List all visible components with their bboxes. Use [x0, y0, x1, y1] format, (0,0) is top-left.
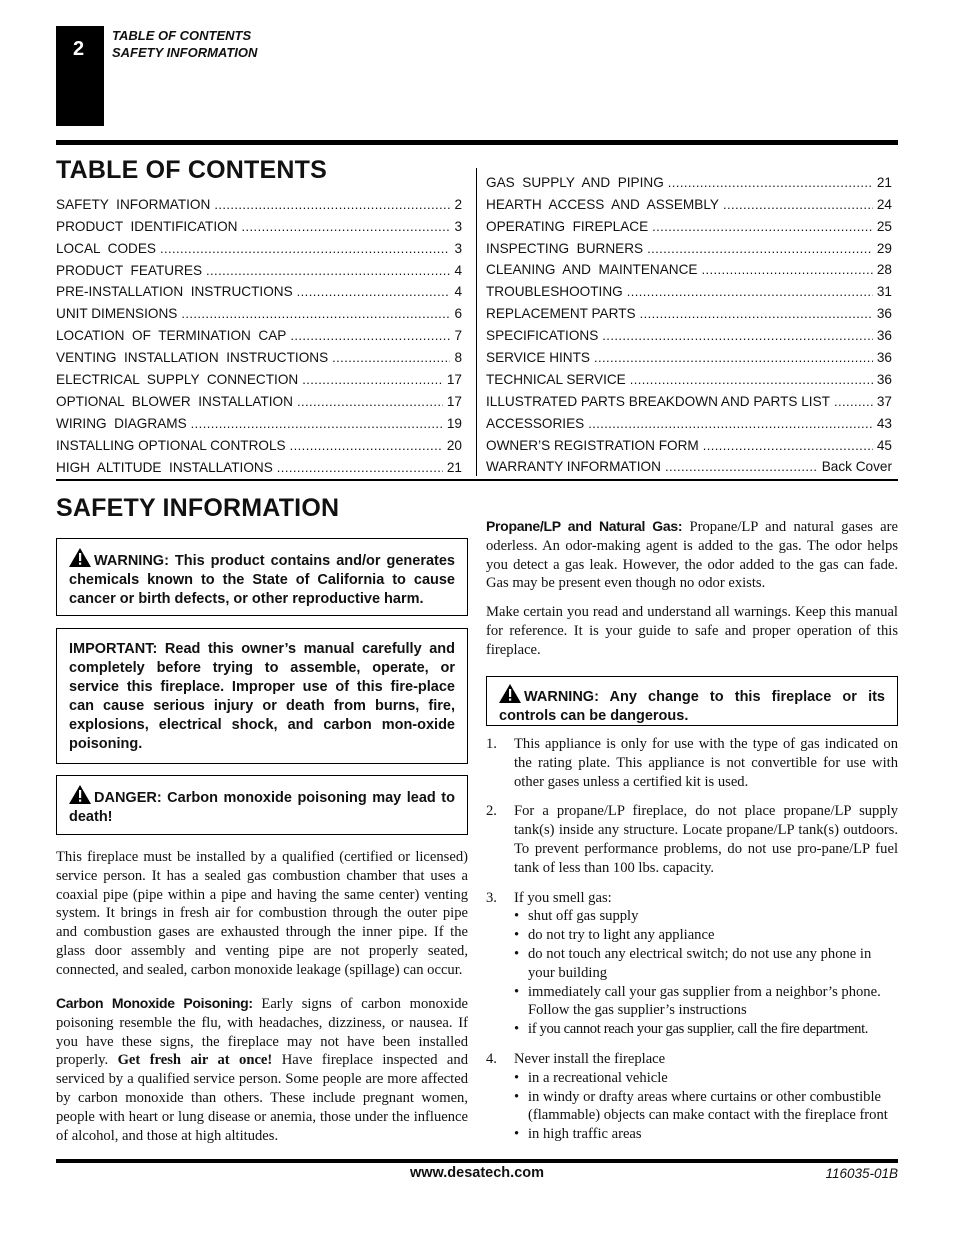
toc-entry-title: OPTIONAL BLOWER INSTALLATION	[56, 393, 293, 409]
toc-leader-dots	[723, 195, 873, 212]
danger-box	[56, 775, 468, 835]
toc-leader-dots	[702, 260, 873, 277]
bullet-item: • immediately call your gas supplier from a neighbor’s phone. Follow the gas supplier’s instructions	[514, 983, 898, 1021]
toc-entry	[56, 453, 462, 475]
co-text-1: Early signs of carbon monoxide poisoning resemble the flu, with headaches, dizziness, or nausea. If you have these signs, the fireplace may not have been installed properly.	[56, 996, 468, 1069]
toc-entry	[486, 321, 892, 343]
toc-entry-page: 2	[454, 196, 462, 212]
toc-entry-title: HIGH ALTITUDE INSTALLATIONS	[56, 459, 273, 475]
toc-entry	[486, 299, 892, 321]
toc-entry	[486, 212, 892, 234]
toc-leader-dots	[206, 261, 450, 278]
toc-leader-dots	[602, 326, 873, 343]
toc-entry	[56, 431, 462, 453]
toc-entry-page: 36	[876, 306, 892, 322]
list-number: 3.	[486, 889, 497, 906]
toc-leader-dots	[297, 282, 451, 299]
toc-bottom-rule	[56, 479, 898, 481]
toc-entry-page: 36	[876, 350, 892, 366]
safety-title: SAFETY INFORMATION	[56, 494, 340, 522]
toc-entry	[56, 234, 462, 256]
toc-leader-dots	[302, 370, 443, 387]
toc-entry-page: 36	[876, 328, 892, 344]
toc-leader-dots	[640, 304, 873, 321]
toc-leader-dots	[242, 217, 451, 234]
toc-entry-title: TROUBLESHOOTING	[486, 284, 623, 300]
toc-right-column	[486, 168, 892, 474]
toc-entry	[486, 453, 892, 475]
toc-entry-title: PRODUCT IDENTIFICATION	[56, 218, 238, 234]
propane-heading: Propane/LP and Natural Gas:	[486, 518, 683, 534]
list-item	[486, 802, 898, 877]
toc-leader-dots	[594, 348, 873, 365]
toc-leader-dots	[665, 457, 818, 474]
list-number: 1.	[486, 736, 497, 752]
toc-entry-page: 21	[446, 459, 462, 475]
toc-entry-page: 31	[876, 284, 892, 300]
bullet-item: • in a recreational vehicle	[514, 1069, 898, 1088]
toc-entry-page: 3	[454, 240, 462, 256]
intro-paragraph: This fireplace must be installed by a qualified (certified or licensed) service person. It has a sealed gas combustion chamber that uses a coaxial pipe (pipe within a pipe and having the same center) venting system. It brings in fresh air for combustion through the outer pipe and combustion gases are exhausted through the inner pipe. If the glass door assembly and venting pipe are not properly seated, connected, and sealed, carbon monoxide leakage (spillage) can occur.	[56, 849, 468, 978]
toc-leader-dots	[277, 458, 443, 475]
change-warning-box	[486, 676, 898, 726]
list-number: 4.	[486, 1050, 497, 1067]
california-warning-text: WARNING: This product contains and/or generates chemicals known to the State of California to cause cancer or birth defects, or other reproductive harm.	[69, 553, 455, 607]
toc-entry-page: 7	[454, 328, 462, 344]
toc-leader-dots	[290, 326, 450, 343]
toc-entry	[56, 387, 462, 409]
running-header-line2: SAFETY INFORMATION	[112, 45, 258, 60]
toc-entry-title: OWNER’S REGISTRATION FORM	[486, 437, 699, 453]
toc-entry	[56, 278, 462, 300]
bullet-item: • do not touch any electrical switch; do not use any phone in your building	[514, 945, 898, 983]
toc-entry-page: 20	[446, 437, 462, 453]
list-item	[486, 889, 898, 1039]
footer-document-code: 116035-01B	[825, 1166, 898, 1181]
header-rule	[56, 140, 898, 145]
toc-entry	[486, 234, 892, 256]
toc-entry-title: OPERATING FIREPLACE	[486, 218, 649, 234]
toc-entry-page: 17	[446, 393, 462, 409]
running-header-line1: TABLE OF CONTENTS	[112, 28, 252, 43]
toc-entry-page: 24	[876, 196, 892, 212]
toc-leader-dots	[703, 436, 873, 453]
safety-list	[486, 735, 898, 1155]
toc-leader-dots	[181, 304, 450, 321]
toc-leader-dots	[834, 392, 873, 409]
toc-entry-page: 43	[876, 415, 892, 431]
page-number: 2	[73, 38, 85, 60]
toc-entry	[486, 277, 892, 299]
toc-entry-title: CLEANING AND MAINTENANCE	[486, 262, 698, 278]
list-text: If you smell gas:	[514, 889, 612, 906]
toc-left-column	[56, 190, 462, 475]
warning-triangle-icon	[69, 548, 91, 567]
toc-entry-title: REPLACEMENT PARTS	[486, 306, 636, 322]
running-header	[112, 27, 257, 61]
bullet-item: • in windy or drafty areas where curtains or other combustible (flammable) objects can make contact with the fireplace front	[514, 1088, 898, 1126]
toc-entry-title: ILLUSTRATED PARTS BREAKDOWN AND PARTS LIST	[486, 393, 830, 409]
list-item	[486, 1050, 898, 1144]
toc-entry	[56, 212, 462, 234]
toc-entry-page: 3	[454, 218, 462, 234]
toc-entry	[56, 365, 462, 387]
toc-entry-page: 37	[876, 393, 892, 409]
toc-entry	[486, 365, 892, 387]
page-tab	[56, 26, 104, 126]
toc-entry-title: LOCATION OF TERMINATION CAP	[56, 328, 287, 344]
toc-entry-page: 36	[876, 371, 892, 387]
toc-entry	[486, 409, 892, 431]
toc-entry-title: SPECIFICATIONS	[486, 328, 599, 344]
toc-entry-page: 8	[454, 350, 462, 366]
toc-entry-title: ELECTRICAL SUPPLY CONNECTION	[56, 372, 299, 388]
toc-leader-dots	[627, 282, 873, 299]
toc-leader-dots	[297, 392, 443, 409]
toc-entry-page: 29	[876, 240, 892, 256]
toc-leader-dots	[588, 414, 873, 431]
toc-entry	[56, 299, 462, 321]
toc-leader-dots	[191, 414, 443, 431]
bullet-item: • shut off gas supply	[514, 907, 898, 926]
toc-title: TABLE OF CONTENTS	[56, 156, 327, 184]
footer-rule	[56, 1159, 898, 1163]
toc-leader-dots	[332, 348, 450, 365]
bullet-item: • do not try to light any appliance	[514, 926, 898, 945]
list-text: Never install the fireplace	[514, 1050, 666, 1067]
list-text: This appliance is only for use with the type of gas indicated on the rating plate. This appliance is not convertible for use with other gases unless a certified kit is used.	[514, 736, 898, 790]
toc-entry	[486, 190, 892, 212]
list-item	[486, 735, 898, 791]
toc-entry-page: 25	[876, 218, 892, 234]
co-paragraph	[56, 994, 468, 1145]
toc-entry-page: 6	[454, 306, 462, 322]
toc-entry-title: VENTING INSTALLATION INSTRUCTIONS	[56, 350, 329, 366]
toc-entry-title: LOCAL CODES	[56, 240, 156, 256]
toc-entry-title: INSTALLING OPTIONAL CONTROLS	[56, 437, 286, 453]
california-warning-box	[56, 538, 468, 616]
list-number: 2.	[486, 803, 497, 820]
toc-entry	[56, 256, 462, 278]
toc-entry	[486, 431, 892, 453]
toc-entry-title: TECHNICAL SERVICE	[486, 371, 626, 387]
toc-entry	[486, 387, 892, 409]
danger-text: DANGER: Carbon monoxide poisoning may lead to death!	[69, 790, 455, 825]
toc-entry	[486, 168, 892, 190]
toc-entry	[486, 256, 892, 278]
toc-leader-dots	[630, 370, 873, 387]
change-warning-text: WARNING: Any change to this fireplace or its controls can be dangerous.	[499, 689, 885, 724]
toc-entry-title: GAS SUPPLY AND PIPING	[486, 174, 664, 190]
toc-entry-page: 19	[446, 415, 462, 431]
toc-entry	[486, 343, 892, 365]
important-text: IMPORTANT: Read this owner’s manual carefully and completely before trying to assemble, operate, or service this fireplace. Improper use of this fire-place can cause serious injury or death from burns, fire, explosions, electrical shock, and carbon mon-oxide poisoning.	[69, 641, 455, 752]
toc-entry-title: INSPECTING BURNERS	[486, 240, 644, 256]
toc-entry-page: 4	[454, 262, 462, 278]
toc-leader-dots	[647, 239, 873, 256]
toc-entry-title: ACCESSORIES	[486, 415, 585, 431]
co-heading: Carbon Monoxide Poisoning:	[56, 995, 253, 1011]
co-text-2: Have fireplace inspected and serviced by a qualified service person. Some people are more affected by carbon monoxide than others. These include pregnant women, people with heart or lung disease or anemia, those under the influence of alcohol, and those at high altitudes.	[56, 1052, 468, 1144]
toc-entry-title: SAFETY INFORMATION	[56, 196, 211, 212]
toc-entry-page: Back Cover	[821, 459, 892, 475]
footer-url: www.desatech.com	[409, 1165, 545, 1181]
toc-leader-dots	[214, 195, 450, 212]
toc-leader-dots	[668, 173, 873, 190]
toc-entry	[56, 343, 462, 365]
toc-entry-title: PRODUCT FEATURES	[56, 262, 203, 278]
warning-triangle-icon	[69, 785, 91, 804]
toc-entry-title: HEARTH ACCESS AND ASSEMBLY	[486, 196, 719, 212]
important-box	[56, 628, 468, 764]
bullet-item: • if you cannot reach your gas supplier, call the fire department.	[514, 1020, 898, 1039]
toc-entry-title: WARRANTY INFORMATION	[486, 459, 661, 475]
toc-leader-dots	[290, 436, 443, 453]
toc-entry-title: UNIT DIMENSIONS	[56, 306, 178, 322]
bullet-item: • in high traffic areas	[514, 1125, 898, 1144]
toc-entry	[56, 409, 462, 431]
toc-entry	[56, 190, 462, 212]
read-paragraph: Make certain you read and understand all warnings. Keep this manual for reference. It is your guide to safe and proper operation of this fireplace.	[486, 604, 898, 658]
toc-entry-title: SERVICE HINTS	[486, 350, 590, 366]
propane-text: Propane/LP and natural gases are oderless. An odor-making agent is added to the gas. The odor helps you detect a gas leak. However, the odor added to the gas can fade. Gas may be present even though no odor exists.	[486, 519, 898, 592]
toc-column-divider	[476, 168, 477, 476]
co-bold: Get fresh air at once!	[117, 1052, 273, 1069]
propane-paragraph	[486, 517, 898, 593]
toc-entry-page: 45	[876, 437, 892, 453]
toc-entry	[56, 321, 462, 343]
warning-triangle-icon	[499, 684, 521, 703]
list-text: For a propane/LP fireplace, do not place propane/LP supply tank(s) inside any structure. Locate propane/LP tank(s) outdoors. To prevent performance problems, do not use pro-pane/LP fuel tank of less than 100 lbs. capacity.	[514, 803, 898, 876]
toc-entry-page: 21	[876, 174, 892, 190]
toc-leader-dots	[160, 239, 450, 256]
toc-entry-page: 4	[454, 284, 462, 300]
toc-leader-dots	[652, 217, 873, 234]
toc-entry-title: WIRING DIAGRAMS	[56, 415, 187, 431]
toc-entry-title: PRE-INSTALLATION INSTRUCTIONS	[56, 284, 293, 300]
toc-entry-page: 28	[876, 262, 892, 278]
toc-entry-page: 17	[446, 372, 462, 388]
